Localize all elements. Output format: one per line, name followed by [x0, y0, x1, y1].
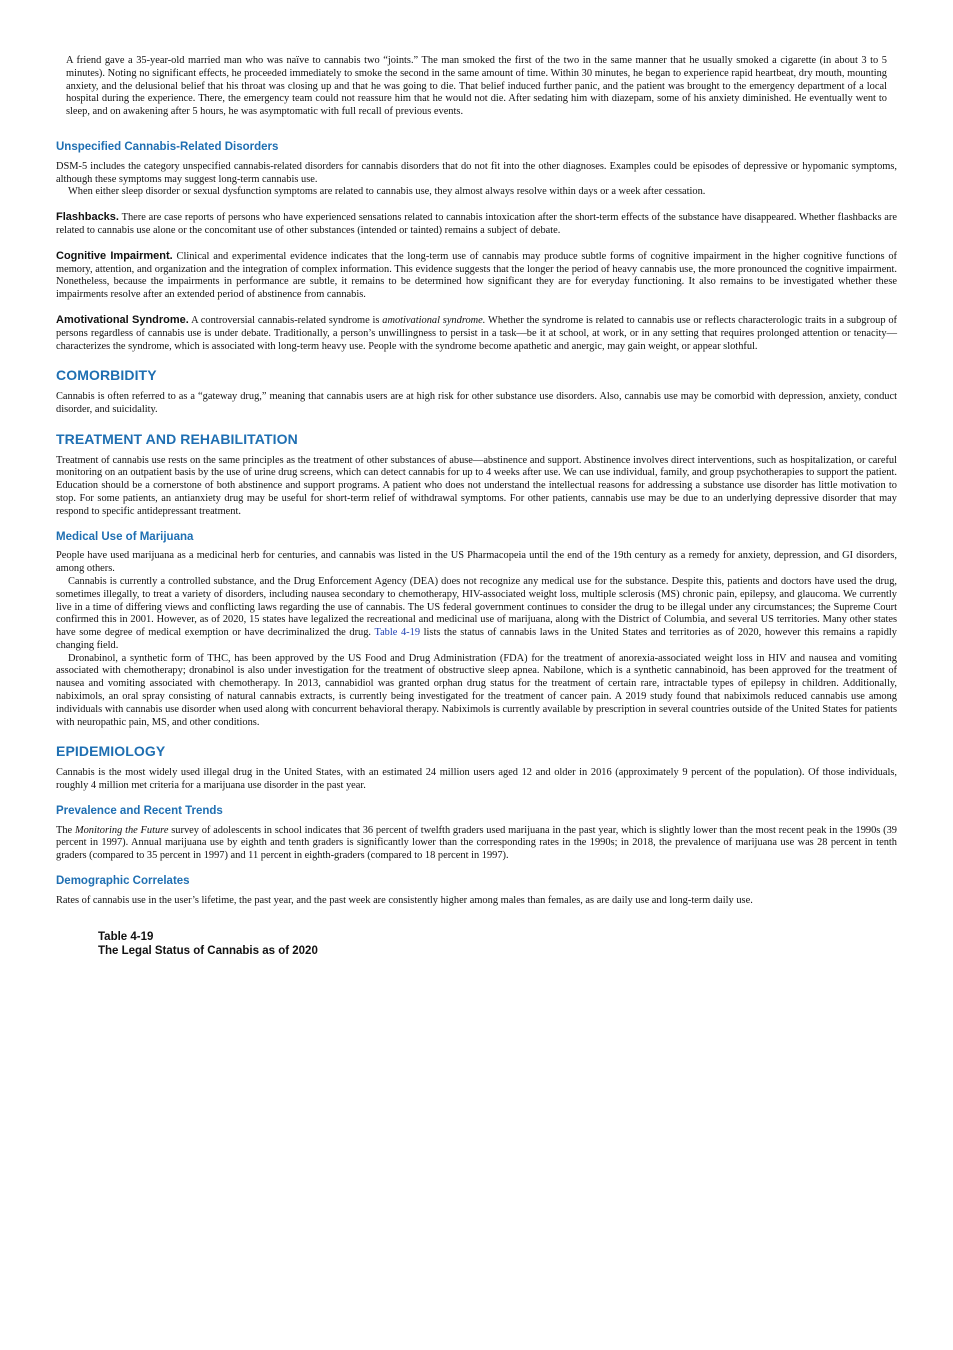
section-heading-medical: Medical Use of Marijuana	[56, 530, 194, 543]
section-heading-treatment: TREATMENT AND REHABILITATION	[56, 430, 298, 447]
paragraph-epidemiology: Cannabis is the most widely used illegal drug in the United States, with an estimated 24 million users aged 12 and older in 2016 (approximately 9 percent of the population). Of those individuals, roughly 4 million met criteria for a marijuana use disorder in the past year.	[56, 767, 897, 792]
medical-2-text-pre: Cannabis is currently a controlled substance, and the Drug Enforcement Agency (DEA) does not recognize any medical use for the substance. Despite this, patients and doctors have used the drug, sometimes illegally, to treat a variety of disorders, including nausea secondary to chemotherapy, HIV-associated weight loss, multiple sclerosis (MS) chronic pain, epilepsy, and glaucoma. We currently live in a time of differing views and conflicting laws regarding the use of cannabis. The US federal government continues to consider the drug to be illegal under any circumstances; the Supreme Court confirmed this in 2001. However, as of 2020, 15 states have legalized the recreational and medicinal use of marijuana, along with the District of Columbia, and several US territories. Many other states have some degree of medical exemption or have decriminalized the drug.	[56, 575, 897, 639]
section-heading-demographic: Demographic Correlates	[56, 875, 190, 888]
paragraph-demographic: Rates of cannabis use in the user’s lifetime, the past year, and the past week are consistently higher among males than females, as are daily use and long-term daily use.	[56, 894, 753, 906]
table-title: The Legal Status of Cannabis as of 2020	[98, 944, 318, 957]
paragraph-flashbacks	[56, 211, 897, 238]
survey-title: Monitoring the Future	[74, 824, 169, 836]
table-label: Table 4-19	[98, 930, 154, 943]
paragraph-treatment: Treatment of cannabis use rests on the same principles as the treatment of other substances of abuse—abstinence and support. Abstinence involves direct interventions, such as hospitalization, or careful monitoring on an outpatient basis by the use of urine drug screens, which can detect cannabis for up to 4 weeks after use. We can use individual, family, and group psychotherapies to support the patient. Education should be a cornerstone of both abstinence and support programs. A patient who does not understand the intellectual reasons for addressing a substance use disorder has little motivation to stop. For some patients, an antianxiety drug may be useful for short-term relief of withdrawal symptoms. For other patients, cannabis use may be due to an underlying depressive disorder that may respond to specific antidepressant treatment.	[56, 454, 897, 517]
cognitive-text: Clinical and experimental evidence indicates that the long-term use of cannabis may produce subtle forms of cognitive impairment in the higher cognitive functions of memory, attention, and organization and the integration of complex information. This evidence suggests that the longer the period of heavy cannabis use, the more pronounced the cognitive impairment. Nonetheless, because the impairments in performance are subtle, it remains to be determined how significant they are for everyday functioning. It also remains to be investigated whether these impairments resolve after an extended period of abstinence from cannabis.	[56, 250, 897, 301]
section-heading-unspecified: Unspecified Cannabis-Related Disorders	[56, 140, 279, 153]
table-caption	[98, 930, 897, 958]
case-vignette: A friend gave a 35-year-old married man who was naïve to cannabis two “joints.” The man smoked the first of the two in the same manner that he usually smoked a cigarette (in about 3 to 5 minutes). Noting no significant effects, he proceeded immediately to smoke the second in the same amount of time. Within 30 minutes, he began to experience rapid heartbeat, dry mouth, mounting anxiety, and the delusional belief that his throat was closing up and that he was going to die. That belief induced further panic, and the patient was brought to the emergency department of a local hospital during the experience. There, the emergency team could not reassure him that he would not die. After sedating him with diazepam, some of his anxiety diminished. He eventually went to sleep, and on awakening after 5 hours, he was asymptomatic with full recall of previous events.	[66, 55, 887, 118]
prevalence-text-pre: The	[56, 824, 73, 836]
section-heading-prevalence: Prevalence and Recent Trends	[56, 804, 223, 817]
paragraph-comorbidity: Cannabis is often referred to as a “gateway drug,” meaning that cannabis users are at high risk for other substance use disorders. Also, cannabis use may be comorbid with depression, anxiety, conduct disorder, and suicidality.	[56, 391, 897, 415]
flashbacks-text: There are case reports of persons who have experienced sensations related to cannabis intoxication after the short-term effects of the substance have disappeared. Whether flashbacks are related to cannabis use alone or the concomitant use of other substances (intended or tainted) remains a subject of debate.	[56, 212, 897, 236]
runin-heading-amotivational: Amotivational Syndrome.	[56, 313, 189, 326]
paragraph-prevalence	[56, 825, 897, 863]
runin-heading-cognitive: Cognitive Impairment.	[56, 249, 173, 262]
amotivational-text-pre: A controversial cannabis-related syndrome is	[191, 314, 380, 326]
amotivational-text-post: Whether the syndrome is related to cannabis use or reflects characterologic traits in a subgroup of persons regardless of cannabis use is under debate. Traditionally, a person’s unwillingness to persist in a task—be it at school, at work, or in any setting that requires prolonged attention or tenacity—characterizes the syndrome, which is associated with long-term heavy use. People with the syndrome become apathetic and anergic, may gain weight, or appear slothful.	[56, 314, 897, 352]
document-page	[56, 55, 897, 958]
paragraph-amotivational	[56, 314, 897, 353]
runin-heading-flashbacks: Flashbacks.	[56, 211, 119, 224]
section-heading-epidemiology: EPIDEMIOLOGY	[56, 743, 166, 760]
medical-2-text-post: lists the status of cannabis laws in the United States and territories as of 2020, however this remains a rapidly changing field.	[56, 627, 897, 651]
paragraph-unspecified-2: When either sleep disorder or sexual dysfunction symptoms are related to cannabis use, they almost always resolve within days or a week after cessation.	[68, 186, 706, 198]
paragraph-unspecified-1: DSM-5 includes the category unspecified cannabis-related disorders for cannabis disorders that do not fit into the other diagnoses. Examples could be episodes of depressive or hypomanic symptoms, although these symptoms may suggest long-term cannabis use.	[56, 160, 897, 185]
prevalence-text-post: survey of adolescents in school indicates that 36 percent of twelfth graders used marijuana in the past year, which is slightly lower than the most recent peak in the 1990s (39 percent in 1997). Annual marijuana use by eighth and tenth graders is significantly lower than the corresponding rates in the 1990s; in 2018, the prevalence of marijuana use was 28 percent in tenth graders (compared to 35 percent in 1997) and 11 percent in eighth-graders (compared to 18 percent in 1997).	[56, 824, 897, 862]
paragraph-medical-3: Dronabinol, a synthetic form of THC, has been approved by the US Food and Drug Administration (FDA) for the treatment of anorexia-associated weight loss in HIV and nausea and vomiting associated with chemotherapy; dronabinol is also under investigation for the treatment of obstructive sleep apnea. Nabilone, which is a synthetic cannabinoid, has been approved for the treatment of nausea and vomiting associated with chemotherapy. In 2013, cannabidiol was granted orphan drug status for the treatment of certain rare, intractable types of epilepsy in children. Additionally, nabiximols, an oral spray consisting of natural cannabis extracts, is currently being investigated for the treatment of cancer pain. A 2019 study found that nabiximols reduced cannabis use among individuals with cannabis use disorder when used along with concurrent behavioral therapy. Nabiximols is currently available by prescription in several countries outside of the United States for patients with neuropathic pain, MS, and other conditions.	[56, 652, 897, 728]
section-heading-comorbidity: COMORBIDITY	[56, 367, 157, 384]
paragraph-medical-1: People have used marijuana as a medicinal herb for centuries, and cannabis was listed in the US Pharmacopeia until the end of the 19th century as a remedy for anxiety, depression, and GI disorders, among others.	[56, 550, 897, 575]
paragraph-medical-2	[56, 576, 897, 653]
amotivational-term: amotivational syndrome.	[382, 314, 486, 326]
paragraph-cognitive	[56, 250, 897, 302]
table-reference-link[interactable]: Table 4-19	[374, 627, 421, 639]
